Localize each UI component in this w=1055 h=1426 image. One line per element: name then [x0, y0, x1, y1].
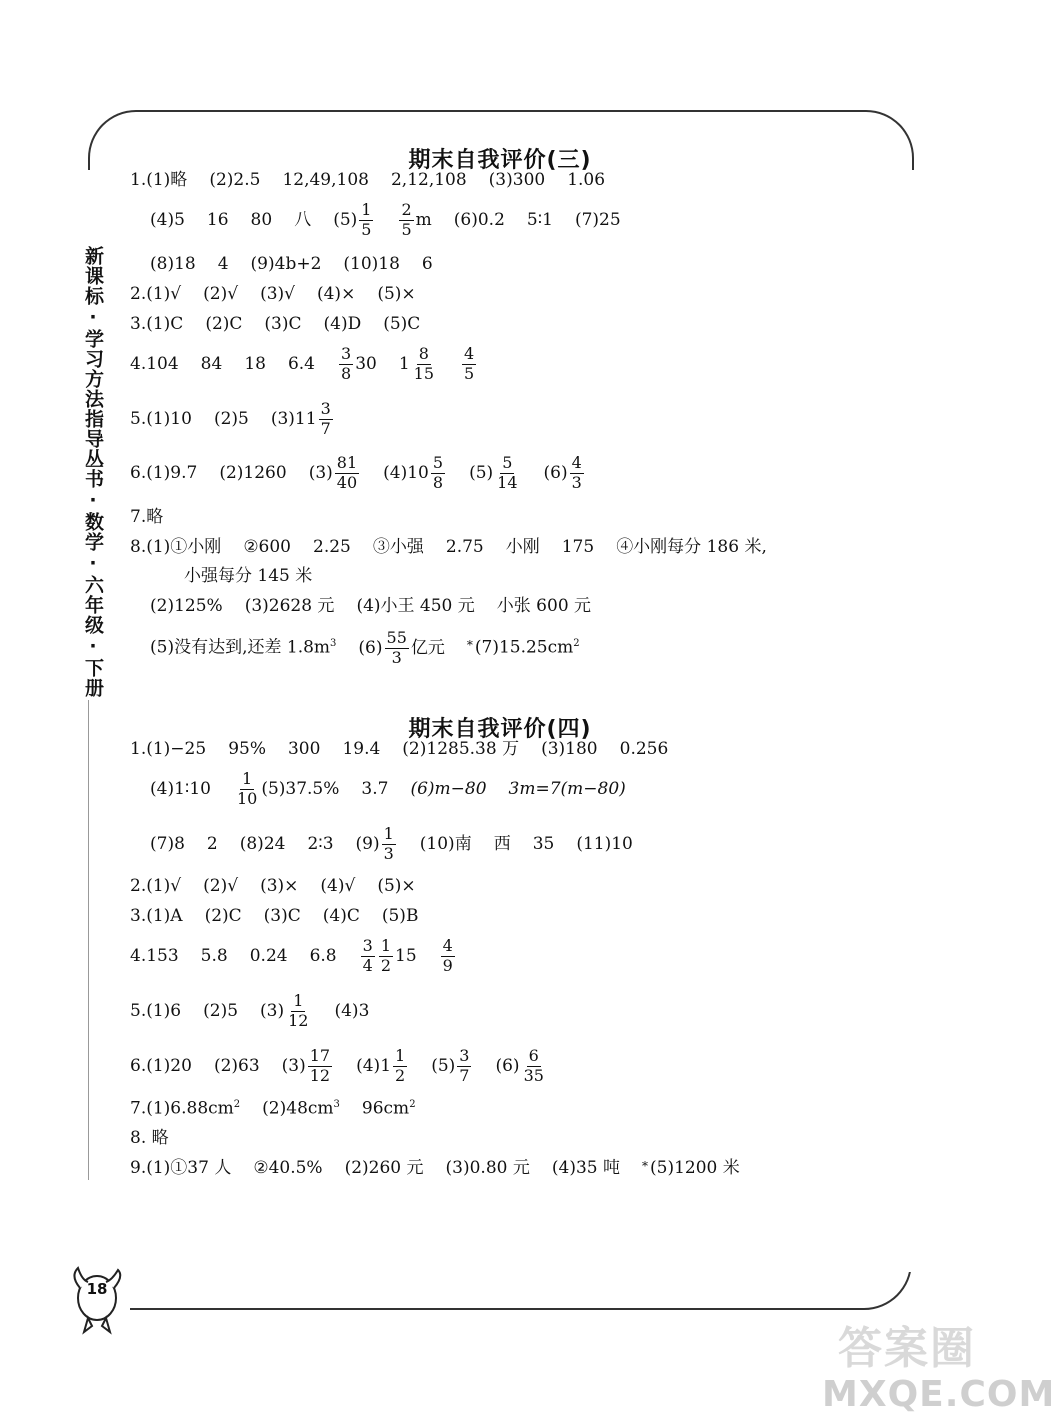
page-frame-bottom: [130, 1260, 912, 1310]
page-number: 18: [86, 1280, 108, 1298]
answer-item: [271, 401, 335, 438]
answer-item: (4)5: [150, 209, 185, 230]
answer-item: ②40.5%: [253, 1158, 323, 1178]
numerator: 3: [341, 344, 352, 363]
answer-item: 80: [250, 209, 273, 230]
answer-text: (3)11: [270, 408, 317, 429]
answer-line: [130, 1130, 169, 1147]
answer-item: 2∶3: [307, 833, 334, 854]
answer-item: [130, 1100, 240, 1118]
denominator: 5: [401, 219, 412, 239]
answer-item: (6)0.2: [453, 209, 505, 230]
fraction: [382, 826, 396, 863]
answer-item: (2)5: [203, 1000, 239, 1021]
numerator: 17: [309, 1046, 331, 1065]
answer-item: 35: [532, 833, 555, 854]
answer-item: (10)南: [419, 833, 472, 854]
answer-item: 3.(1)C: [130, 314, 184, 334]
denominator: 3: [391, 647, 402, 667]
fraction: [495, 455, 519, 492]
answer-item: (4)D: [323, 314, 362, 334]
answer-text: 7.(1)6.88cm: [130, 1098, 234, 1119]
answer-line: [130, 1048, 548, 1085]
answer-text: (3): [308, 462, 333, 483]
fraction: [379, 938, 393, 975]
answer-item: (2)260 元: [344, 1158, 424, 1178]
answer-line: [130, 993, 369, 1030]
answer-item: 2.(1)√: [130, 876, 182, 896]
answer-item: 3.7: [361, 778, 389, 799]
denominator: 14: [497, 472, 518, 492]
answer-text: (6): [358, 637, 383, 658]
answer-item: 2.(1)√: [130, 284, 182, 304]
answer-item: (10)18: [343, 254, 400, 274]
star-mark: *: [642, 1159, 648, 1173]
fraction: [335, 455, 359, 492]
frame-left-line: [88, 700, 89, 1180]
answer-item: 6.(1)20: [130, 1055, 192, 1076]
answer-item: 6.8: [309, 945, 337, 966]
answer-item: (4)小王 450 元: [356, 596, 475, 616]
fraction: [308, 1048, 332, 1085]
answer-line: [130, 878, 416, 895]
answer-item: (2)√: [203, 284, 239, 304]
answer-line: [130, 509, 163, 526]
answer-item: (3)180: [541, 739, 598, 759]
answer-line: [150, 826, 633, 863]
fraction: [393, 1048, 407, 1085]
answer-item: [642, 1160, 740, 1177]
answer-item: (6)m−80: [410, 778, 487, 799]
answer-item: (3)0.80 元: [445, 1158, 530, 1178]
answer-item: 2.75: [445, 537, 484, 557]
answer-item: (5)×: [377, 876, 416, 896]
answer-item: (3)√: [260, 284, 295, 304]
denominator: 3: [383, 843, 394, 863]
answer-line: [130, 286, 416, 303]
superscript: 2: [409, 1099, 416, 1110]
answer-text: (3): [260, 1000, 285, 1021]
answer-item: (2)C: [205, 314, 243, 334]
answer-item: 八: [294, 209, 312, 230]
answer-item: (3)300: [488, 170, 546, 190]
answer-item: (2)5: [213, 408, 249, 429]
answer-text: (5)1200 米: [650, 1158, 740, 1178]
answer-item: (2)63: [213, 1055, 260, 1076]
answer-item: 0.256: [619, 739, 669, 759]
denominator: 8: [432, 472, 444, 492]
answer-item: (5)×: [377, 284, 416, 304]
answer-item: (2)√: [203, 876, 239, 896]
answer-item: 2: [206, 833, 218, 854]
answer-line: [130, 938, 455, 975]
answer-item: (4)×: [316, 284, 356, 304]
answer-text: (7)15.25cm: [474, 638, 574, 659]
answer-item: (4)C: [322, 906, 360, 926]
answer-item: (2)1260: [219, 462, 287, 483]
answer-line: [150, 630, 580, 667]
answer-item: (2)1285.38 万: [402, 739, 520, 759]
numerator: 55: [386, 628, 407, 647]
answer-item: 1.(1)−25: [130, 739, 207, 759]
answer-item: ②600: [243, 537, 292, 557]
answer-item: [495, 1048, 547, 1085]
star-mark: *: [466, 638, 473, 653]
answer-item: (3)C: [264, 314, 302, 334]
answer-item: 9.(1)①37 人: [130, 1158, 232, 1178]
numerator: 1: [380, 936, 391, 955]
answer-item: [262, 1100, 340, 1118]
answer-item: 2,12,108: [390, 170, 467, 190]
answer-item: (8)24: [239, 833, 286, 854]
answer-item: 16: [206, 209, 229, 230]
answer-item: [356, 826, 398, 863]
superscript: 2: [573, 638, 580, 650]
answer-item: [362, 1100, 416, 1118]
numerator: 6: [528, 1046, 539, 1065]
answer-item: [397, 202, 431, 239]
fraction: [431, 455, 445, 492]
answer-item: 300: [287, 739, 321, 759]
answer-item: [356, 1048, 409, 1085]
answer-item: ③小强: [372, 537, 424, 557]
answer-item: 西: [493, 833, 511, 854]
answer-text: (4)10: [383, 462, 429, 483]
answer-item: 小刚: [505, 537, 540, 557]
denominator: 12: [309, 1065, 331, 1085]
answer-text: (6): [543, 462, 568, 483]
fraction: [359, 202, 373, 239]
answer-item: (9)4b+2: [250, 254, 322, 274]
answer-item: [150, 639, 336, 657]
answer-item: (3)×: [260, 876, 299, 896]
fraction: [339, 346, 353, 383]
fraction: [361, 938, 375, 975]
answer-item: 5.(1)10: [130, 408, 192, 429]
numerator: 5: [432, 453, 444, 472]
denominator: 2: [395, 1065, 406, 1085]
answer-item: 5∶1: [526, 209, 553, 230]
numerator: 1: [361, 200, 372, 219]
answer-item: ④小刚每分 186 米,: [616, 537, 767, 557]
answer-item: 18: [244, 353, 266, 374]
answer-item: (4)√: [320, 876, 356, 896]
fraction: [412, 346, 436, 383]
answer-line: [130, 1160, 740, 1177]
fraction: [462, 346, 476, 383]
denominator: 35: [523, 1065, 544, 1085]
answer-item: 5.8: [200, 945, 228, 966]
answer-item: 12,49,108: [282, 170, 369, 190]
answer-item: (11)10: [576, 833, 633, 854]
numerator: 81: [336, 453, 358, 472]
answer-item: 小强每分 145 米: [184, 566, 313, 586]
numerator: 1: [395, 1046, 406, 1065]
answer-item: 0.24: [249, 945, 288, 966]
fraction: [235, 771, 259, 808]
answer-item: [282, 1048, 334, 1085]
answer-item: (5)37.5%: [261, 778, 340, 799]
fraction: [319, 401, 333, 438]
numerator: 5: [502, 453, 513, 472]
answer-item: (2)125%: [150, 596, 223, 616]
frame-mask: [900, 1250, 920, 1272]
fraction: [457, 1048, 471, 1085]
numerator: 8: [418, 344, 429, 363]
denominator: 10: [236, 788, 258, 808]
answer-text: (5): [431, 1055, 456, 1076]
answer-item: (5)B: [381, 906, 419, 926]
answer-item: (2)2.5: [209, 170, 261, 190]
answer-line: [130, 346, 476, 383]
answer-item: [358, 630, 444, 667]
answer-item: 3.(1)A: [130, 906, 183, 926]
numerator: 1: [293, 991, 304, 1010]
answer-line: [130, 539, 767, 556]
answer-item: [544, 455, 586, 492]
watermark-url: MXQE.COM: [822, 1374, 1055, 1415]
denominator: 40: [336, 472, 358, 492]
numerator: 1: [242, 769, 253, 788]
answer-line: [130, 1100, 416, 1118]
answer-text: (2)48cm: [262, 1098, 334, 1119]
superscript: 3: [330, 638, 337, 650]
answer-item: (5)C: [383, 314, 421, 334]
superscript: 2: [233, 1099, 241, 1110]
superscript: 3: [333, 1099, 340, 1110]
answer-item: 1.06: [567, 170, 606, 190]
watermark-text: 答案圈: [838, 1323, 976, 1374]
answer-text: (3): [281, 1055, 306, 1076]
answer-item: [431, 1048, 473, 1085]
numerator: 1: [383, 824, 394, 843]
answer-line: [150, 256, 433, 273]
answer-item: 4.104: [130, 353, 179, 374]
denominator: 3: [571, 472, 582, 492]
answer-item: (4)35 吨: [551, 1158, 620, 1178]
answer-item: (8)18: [150, 254, 196, 274]
answer-line: [130, 172, 605, 189]
answer-item: (7)25: [574, 209, 621, 230]
answer-line: [130, 455, 586, 492]
answer-item: 95%: [228, 739, 266, 759]
answer-item: (2)C: [204, 906, 242, 926]
answer-item: 84: [200, 353, 223, 374]
denominator: 12: [288, 1010, 309, 1030]
answer-item: 6.4: [287, 353, 315, 374]
answer-text: (5): [469, 462, 494, 483]
whole-number: 1: [398, 353, 410, 374]
answer-line: [184, 568, 312, 585]
numerator: 3: [459, 1046, 470, 1065]
answer-item: (4)3: [334, 1000, 370, 1021]
answer-item: 30: [355, 353, 377, 374]
answer-item: 8.(1)①小刚: [130, 537, 222, 557]
denominator: 15: [413, 363, 435, 383]
answer-item: (3)2628 元: [244, 596, 335, 616]
denominator: 7: [459, 1065, 470, 1085]
numerator: 2: [401, 200, 412, 219]
denominator: 2: [380, 955, 391, 975]
numerator: 3: [362, 936, 373, 955]
answer-text: 亿元: [410, 637, 445, 658]
answer-item: 小张 600 元: [496, 596, 592, 616]
numerator: 4: [464, 344, 475, 363]
watermark-logo: [822, 1312, 1055, 1420]
section-title-4: 期末自我评价(四): [408, 717, 592, 742]
answer-line: [150, 771, 626, 808]
answer-line: [150, 598, 591, 615]
denominator: 7: [320, 418, 331, 438]
answer-item: 19.4: [342, 739, 381, 759]
answer-item: [260, 993, 312, 1030]
answer-item: (4)1∶10: [150, 778, 211, 799]
answer-item: 2.25: [313, 537, 351, 557]
series-title: 新课标·学习方法指导丛书·数学·六年级·下册: [82, 246, 104, 698]
numerator: 4: [442, 936, 453, 955]
answer-item: [333, 202, 375, 239]
answer-item: 7.略: [130, 507, 164, 527]
answer-item: [469, 455, 521, 492]
answer-text: (9): [355, 833, 380, 854]
numerator: 3: [320, 399, 331, 418]
answer-item: 3m=7(m−80): [508, 778, 626, 799]
answer-item: 1.(1)略: [130, 170, 188, 190]
fraction: [441, 938, 455, 975]
denominator: 9: [442, 955, 453, 975]
answer-item: 4.153: [130, 945, 179, 966]
denominator: 5: [464, 363, 475, 383]
answer-item: [399, 346, 438, 383]
answer-item: (7)8: [150, 833, 185, 854]
answer-item: 4: [217, 254, 229, 274]
answer-text: (6): [495, 1055, 520, 1076]
answer-item: [309, 455, 361, 492]
answer-item: 8. 略: [130, 1128, 169, 1148]
answer-item: 175: [561, 537, 595, 557]
answer-text: (5): [333, 209, 358, 230]
answer-item: 6.(1)9.7: [130, 462, 198, 483]
fraction: [570, 455, 584, 492]
answer-item: [467, 639, 580, 657]
answer-text: m: [415, 209, 432, 230]
answer-item: 15: [395, 945, 417, 966]
answer-item: [383, 455, 447, 492]
fraction: [399, 202, 413, 239]
denominator: 4: [362, 955, 373, 975]
fraction: [522, 1048, 546, 1085]
fraction: [385, 630, 409, 667]
section-title-3: 期末自我评价(三): [408, 148, 592, 173]
answer-line: [130, 401, 335, 438]
bird-mascot-icon: [66, 1258, 128, 1338]
answer-text: (5)没有达到,还差 1.8m: [150, 638, 331, 659]
answer-line: [150, 202, 621, 239]
denominator: 8: [341, 363, 352, 383]
answer-text: 96cm: [361, 1098, 410, 1119]
answer-text: (4)1: [356, 1055, 392, 1076]
numerator: 4: [571, 453, 582, 472]
answer-line: [130, 908, 418, 925]
answer-line: [130, 741, 668, 758]
answer-item: 5.(1)6: [130, 1000, 182, 1021]
fraction: [286, 993, 310, 1030]
answer-line: [130, 316, 420, 333]
answer-item: (3)C: [263, 906, 301, 926]
denominator: 5: [361, 219, 372, 239]
answer-item: 6: [421, 254, 433, 274]
